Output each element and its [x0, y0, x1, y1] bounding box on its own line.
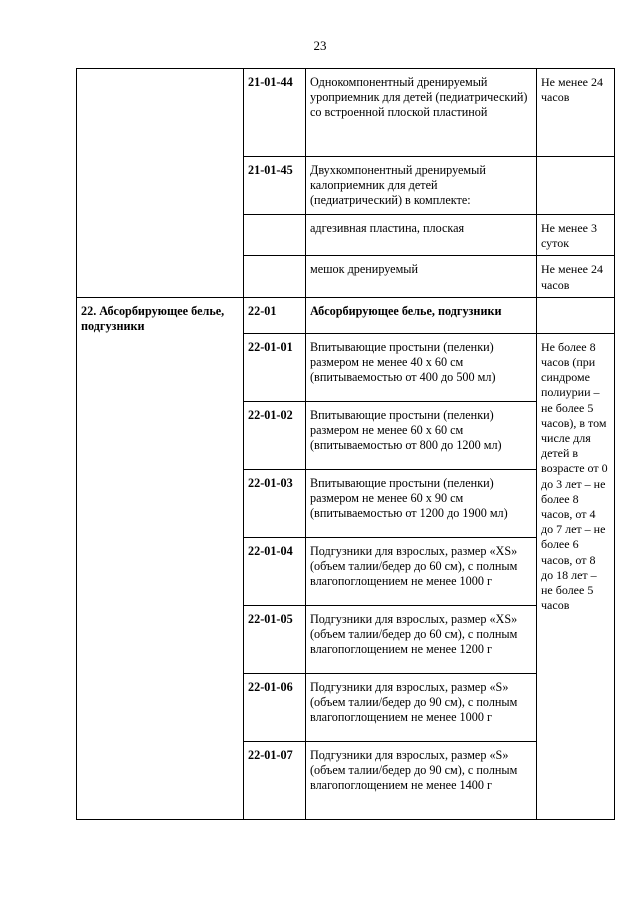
group-term: Не более 8 часов (при синдроме полиурии – не более 5 часов), в том числе для детей в возрасте от 0 до 3 лет – не более 8 часов, от 4 до 7 лет – не более 6 часов, от 8 до 18 лет – не более 5 часов: [537, 333, 615, 819]
table-row: [77, 69, 615, 157]
item-name: Подгузники для взрослых, размер «S» (объем талии/бедер до 90 см), с полным влагопоглощением не менее 1400 г: [306, 741, 537, 819]
item-term-empty: [537, 157, 615, 215]
product-table: [76, 68, 615, 820]
item-code: 21-01-45: [244, 157, 306, 215]
page-number: 23: [313, 38, 327, 53]
item-code: 22-01-02: [244, 401, 306, 469]
item-code: 22-01-07: [244, 741, 306, 819]
category-label: 22. Абсорбирующее белье, подгузники: [77, 297, 244, 819]
item-name: Впитывающие простыни (пеленки) размером не менее 40 х 60 см (впитываемостью от 400 до 500 мл): [306, 333, 537, 401]
item-name: Однокомпонентный дренируемый уроприемник для детей (педиатрический) со встроенной плоской пластиной: [306, 69, 537, 157]
category-code: 22-01: [244, 297, 306, 333]
item-name: Двухкомпонентный дренируемый калоприемник для детей (педиатрический) в комплекте:: [306, 157, 537, 215]
item-name: Подгузники для взрослых, размер «S» (объем талии/бедер до 90 см), с полным влагопоглощением не менее 1000 г: [306, 673, 537, 741]
item-name: адгезивная пластина, плоская: [306, 215, 537, 256]
item-code-empty: [244, 256, 306, 297]
item-name: мешок дренируемый: [306, 256, 537, 297]
item-name: Впитывающие простыни (пеленки) размером не менее 60 х 60 см (впитываемостью от 800 до 1200 мл): [306, 401, 537, 469]
item-code: 22-01-03: [244, 469, 306, 537]
item-code: 22-01-06: [244, 673, 306, 741]
item-term: Не менее 24 часов: [537, 256, 615, 297]
item-code-empty: [244, 215, 306, 256]
category-title: Абсорбирующее белье, подгузники: [306, 297, 537, 333]
item-term-empty: [537, 297, 615, 333]
item-name: Подгузники для взрослых, размер «XS» (объем талии/бедер до 60 см), с полным влагопоглощением не менее 1200 г: [306, 605, 537, 673]
item-code: 22-01-04: [244, 537, 306, 605]
item-code: 22-01-01: [244, 333, 306, 401]
item-name: Подгузники для взрослых, размер «XS» (объем талии/бедер до 60 см), с полным влагопоглощением не менее 1000 г: [306, 537, 537, 605]
category-cell-empty: [77, 69, 244, 298]
item-term: Не менее 24 часов: [537, 69, 615, 157]
item-code: 21-01-44: [244, 69, 306, 157]
table-row: [77, 297, 615, 333]
item-code: 22-01-05: [244, 605, 306, 673]
item-name: Впитывающие простыни (пеленки) размером не менее 60 х 90 см (впитываемостью от 1200 до 1900 мл): [306, 469, 537, 537]
item-term: Не менее 3 суток: [537, 215, 615, 256]
